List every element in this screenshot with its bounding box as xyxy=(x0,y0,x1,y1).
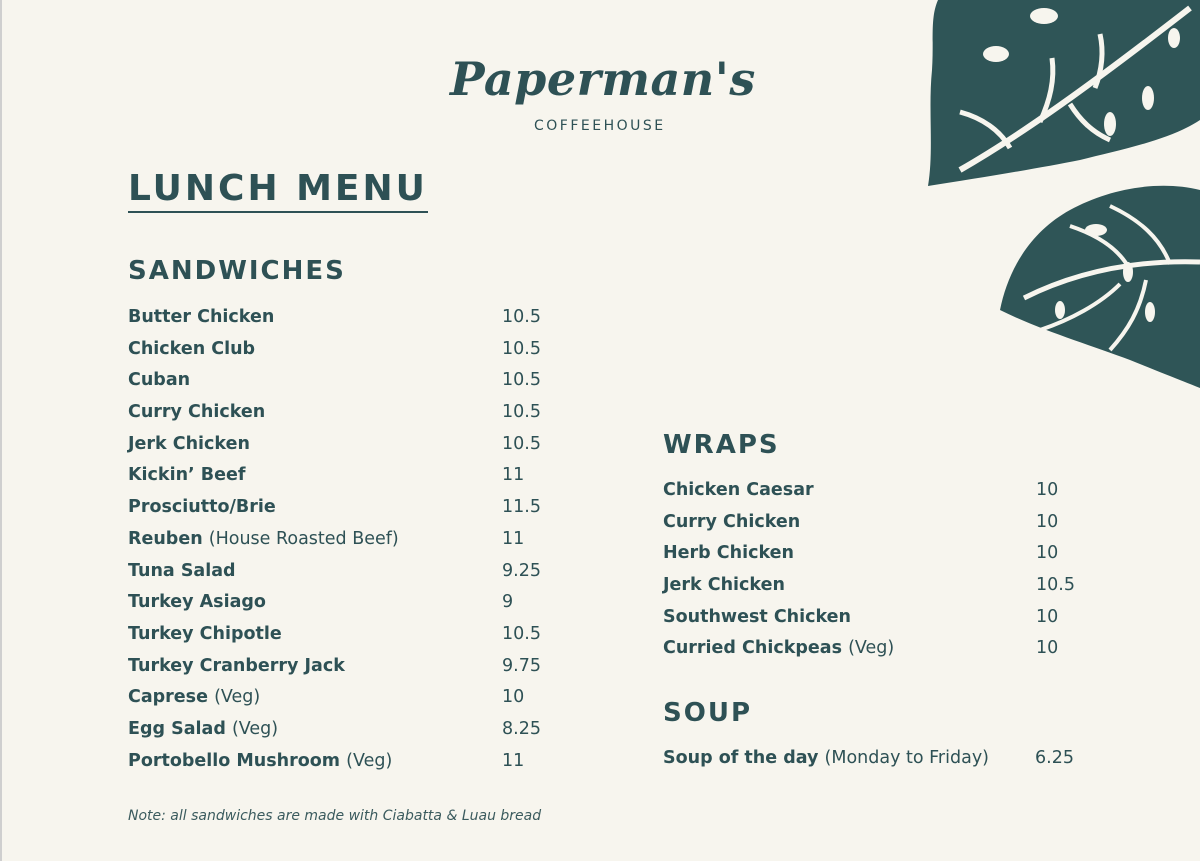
menu-item-name xyxy=(128,656,345,676)
soup-list xyxy=(663,748,1083,780)
menu-item-name xyxy=(128,434,250,454)
menu-item-name xyxy=(663,512,800,532)
menu-item-price: 10.5 xyxy=(502,433,541,454)
menu-item-title: Curried Chickpeas xyxy=(663,638,842,659)
menu-item-title: Cuban xyxy=(128,370,191,391)
footnote: Note: all sandwiches are made with Ciabatta & Luau bread xyxy=(128,808,542,824)
menu-item-name xyxy=(128,719,278,739)
menu-item-price: 9.25 xyxy=(502,560,541,581)
menu-item-title: Portobello Mushroom xyxy=(128,750,341,771)
menu-item xyxy=(128,656,548,688)
soup-heading: SOUP xyxy=(663,698,752,728)
menu-item-title: Egg Salad xyxy=(128,718,226,739)
menu-item-note: (House Roasted Beef) xyxy=(208,528,399,549)
menu-item-price: 9 xyxy=(502,592,514,613)
menu-item xyxy=(128,719,548,751)
menu-item-price: 6.25 xyxy=(1035,748,1074,768)
menu-item-price: 10 xyxy=(1036,480,1059,500)
menu-item-title: Herb Chicken xyxy=(663,543,794,564)
menu-item xyxy=(128,529,548,561)
menu-item-note: (Veg) xyxy=(214,687,261,708)
menu-item-title: Curry Chicken xyxy=(663,511,801,532)
menu-item-name xyxy=(663,543,794,563)
menu-item-note: (Monday to Friday) xyxy=(824,748,990,768)
menu-item xyxy=(663,607,1083,639)
menu-item xyxy=(128,339,548,371)
menu-item xyxy=(663,512,1083,544)
menu-item-title: Soup of the day xyxy=(663,748,819,768)
page-edge xyxy=(0,0,2,861)
menu-item-name xyxy=(128,465,245,485)
menu-item-name xyxy=(663,480,814,500)
menu-item-name xyxy=(128,529,399,549)
menu-item-price: 10.5 xyxy=(502,623,541,644)
menu-item xyxy=(663,575,1083,607)
menu-item xyxy=(128,624,548,656)
menu-item xyxy=(128,465,548,497)
menu-item-name xyxy=(663,748,989,768)
menu-item-name xyxy=(663,638,894,658)
menu-item-name xyxy=(128,339,255,359)
sandwiches-heading: SANDWICHES xyxy=(128,256,346,286)
menu-item-title: Butter Chicken xyxy=(128,307,275,327)
menu-item-price: 9.75 xyxy=(502,655,541,676)
menu-item xyxy=(128,687,548,719)
menu-item-title: Jerk Chicken xyxy=(128,433,250,454)
brand-name: Paperman's xyxy=(450,52,756,106)
menu-item-price: 11 xyxy=(502,750,525,771)
page-title: LUNCH MENU xyxy=(128,168,428,213)
menu-item-price: 11 xyxy=(502,465,525,486)
menu-item xyxy=(663,748,1083,780)
wraps-heading: WRAPS xyxy=(663,430,780,460)
menu-item-price: 11.5 xyxy=(502,497,541,518)
menu-item xyxy=(128,751,548,783)
menu-item-title: Tuna Salad xyxy=(128,560,236,581)
menu-item-title: Turkey Asiago xyxy=(128,592,266,613)
menu-item-title: Kickin’ Beef xyxy=(128,465,246,486)
menu-item-name xyxy=(128,687,260,707)
menu-item-title: Southwest Chicken xyxy=(663,606,851,627)
menu-item-name xyxy=(128,592,266,612)
menu-item-price: 10 xyxy=(502,687,525,708)
menu-item xyxy=(663,480,1083,512)
menu-item-name xyxy=(128,561,236,581)
menu-item-price: 10 xyxy=(1036,511,1059,532)
menu-item-price: 10.5 xyxy=(502,307,541,327)
menu-item xyxy=(128,497,548,529)
menu-item-price: 10.5 xyxy=(502,370,541,391)
menu-item xyxy=(128,307,548,339)
brand-logo xyxy=(448,52,768,136)
menu-item xyxy=(128,402,548,434)
menu-item-title: Curry Chicken xyxy=(128,402,266,423)
menu-item-title: Chicken Club xyxy=(128,338,256,359)
menu-item-price: 10 xyxy=(1036,606,1059,627)
menu-item-title: Turkey Chipotle xyxy=(128,623,282,644)
menu-item-name xyxy=(663,607,851,627)
menu-item-price: 10 xyxy=(1036,638,1059,659)
menu-item xyxy=(128,370,548,402)
menu-item xyxy=(663,543,1083,575)
monstera-leaf-bottom-icon xyxy=(1000,180,1200,390)
menu-item-name xyxy=(663,575,785,595)
menu-item-title: Reuben xyxy=(128,528,203,549)
menu-item-price: 10.5 xyxy=(1036,575,1075,596)
menu-item-title: Turkey Cranberry Jack xyxy=(128,655,345,676)
menu-item-name xyxy=(128,370,190,390)
menu-item-price: 11 xyxy=(502,528,525,549)
menu-item-title: Prosciutto/Brie xyxy=(128,497,276,518)
menu-item-name xyxy=(128,624,282,644)
menu-item-title: Jerk Chicken xyxy=(663,575,785,596)
menu-item-name xyxy=(128,751,392,771)
menu-item-note: (Veg) xyxy=(346,750,393,771)
menu-item-note: (Veg) xyxy=(231,718,279,739)
sandwiches-list xyxy=(128,307,548,782)
menu-item-name xyxy=(128,402,265,422)
menu-item-price: 10 xyxy=(1036,543,1059,564)
menu-item-title: Chicken Caesar xyxy=(663,480,814,500)
monstera-leaf-top-icon xyxy=(920,0,1200,190)
menu-item-name xyxy=(128,497,276,517)
menu-item xyxy=(128,592,548,624)
menu-item-price: 10.5 xyxy=(502,402,541,423)
wraps-list xyxy=(663,480,1083,670)
menu-item xyxy=(128,434,548,466)
brand-subtitle: COFFEEHOUSE xyxy=(534,118,666,134)
menu-item-name xyxy=(128,307,274,327)
menu-item-price: 8.25 xyxy=(502,718,541,739)
menu-item-title: Caprese xyxy=(128,687,208,708)
menu-item xyxy=(663,638,1083,670)
menu-item-note: (Veg) xyxy=(848,638,895,659)
menu-item-price: 10.5 xyxy=(502,338,541,359)
menu-item xyxy=(128,561,548,593)
